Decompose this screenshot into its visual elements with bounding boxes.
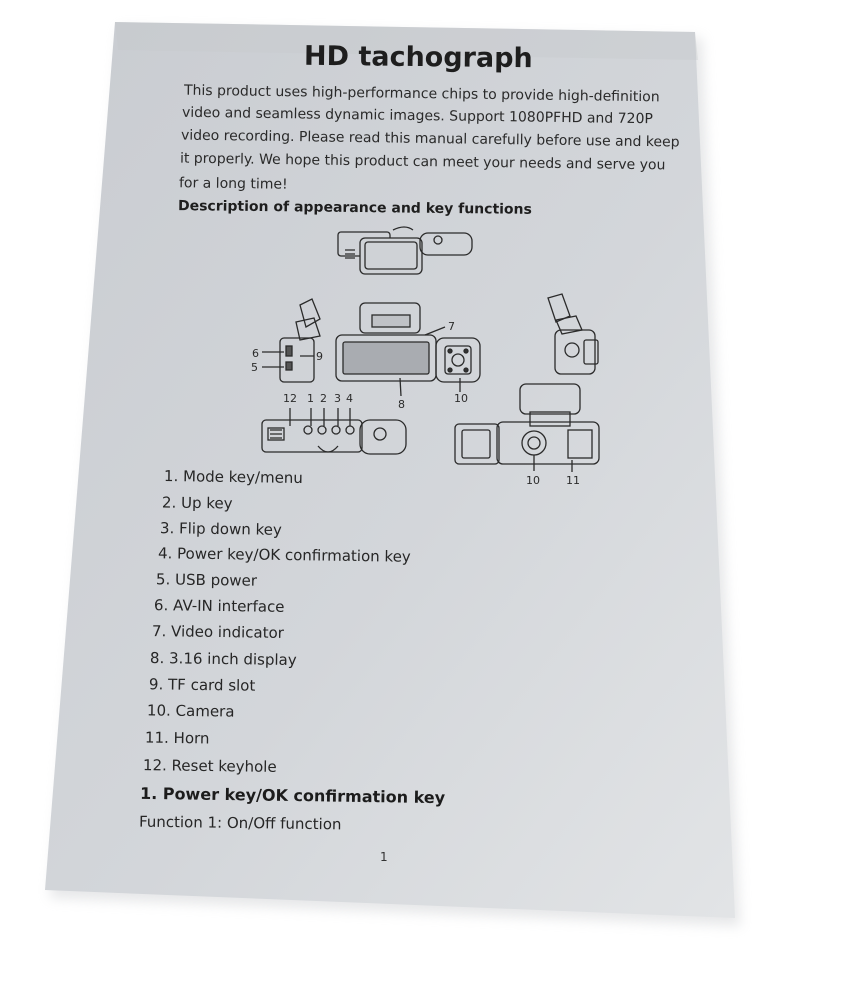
callout-5: 5 — [251, 361, 258, 374]
callout-10-rear: 10 — [526, 474, 540, 487]
list-item: 3. Flip down key — [159, 519, 282, 539]
callout-2: 2 — [320, 392, 327, 405]
callout-4: 4 — [346, 392, 353, 405]
intro-line: for a long time! — [178, 175, 288, 193]
subheading: 1. Power key/OK confirmation key — [139, 783, 446, 808]
bottom-view-drawing — [262, 408, 406, 454]
callout-11: 11 — [566, 474, 580, 487]
list-item: 10. Camera — [146, 701, 235, 721]
callout-6: 6 — [252, 347, 259, 360]
list-item: 12. Reset keyhole — [142, 756, 277, 776]
front-view-drawing — [336, 303, 480, 396]
list-item: 11. Horn — [144, 728, 210, 748]
callout-8: 8 — [398, 398, 405, 411]
callout-7: 7 — [448, 320, 455, 333]
document-title: HD tachograph — [303, 40, 533, 75]
function-line: Function 1: On/Off function — [138, 812, 342, 834]
section-heading: Description of appearance and key functions — [177, 198, 532, 218]
callout-1: 1 — [307, 392, 314, 405]
list-item: 6. AV-IN interface — [153, 596, 285, 616]
list-item: 1. Mode key/menu — [163, 467, 304, 487]
list-item: 9. TF card slot — [148, 675, 256, 695]
page-number: 1 — [380, 850, 388, 864]
intro-line: This product uses high-performance chips to provide high-definition — [183, 82, 660, 106]
list-item: 7. Video indicator — [151, 622, 285, 642]
intro-line: video and seamless dynamic images. Support 1080PFHD and 720P — [181, 104, 653, 128]
side-view-drawing — [262, 299, 320, 382]
list-item: 2. Up key — [161, 493, 233, 513]
callout-10-front: 10 — [454, 392, 468, 405]
rear-view-drawing — [455, 384, 599, 472]
callout-12: 12 — [283, 392, 297, 405]
callout-9: 9 — [316, 350, 323, 363]
right-view-drawing — [548, 294, 598, 374]
intro-line: it properly. We hope this product can meet your needs and serve you — [179, 150, 666, 174]
list-item: 5. USB power — [155, 570, 258, 590]
top-view-drawing — [338, 227, 472, 274]
callout-3: 3 — [334, 392, 341, 405]
list-item: 4. Power key/OK confirmation key — [157, 544, 411, 566]
intro-line: video recording. Please read this manual carefully before use and keep — [180, 127, 680, 151]
list-item: 8. 3.16 inch display — [149, 648, 297, 670]
